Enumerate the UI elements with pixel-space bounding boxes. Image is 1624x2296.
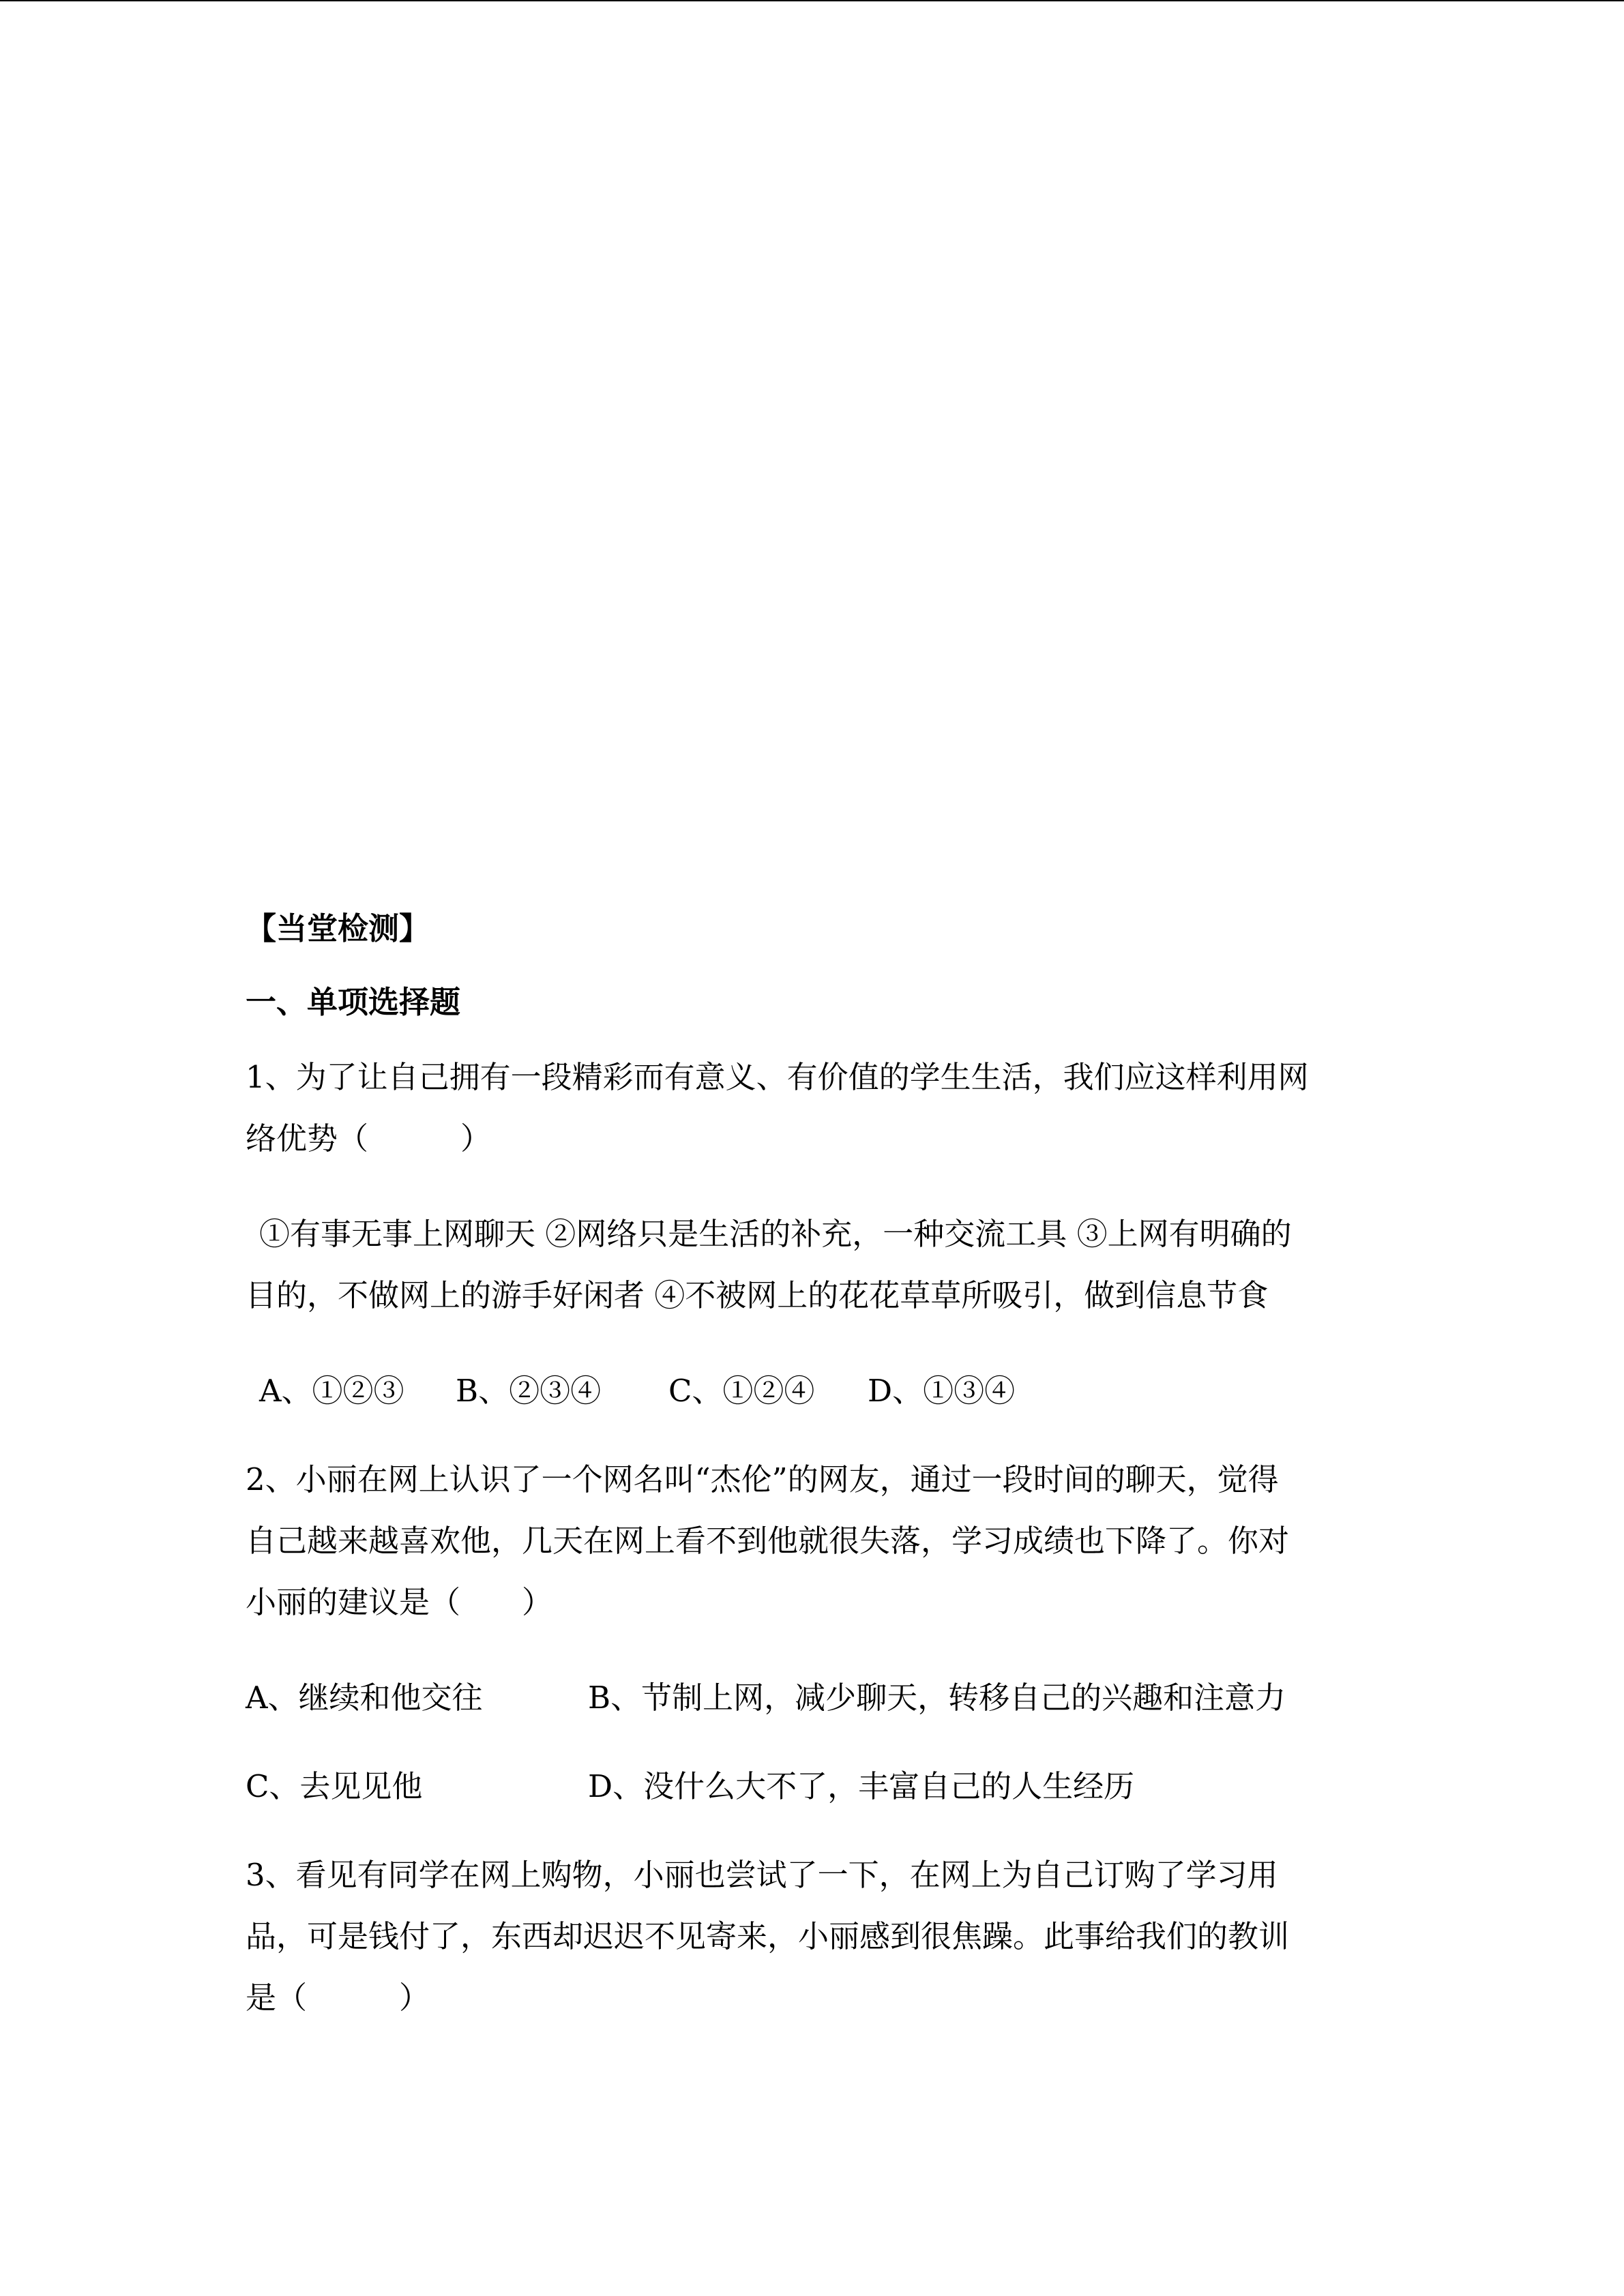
question-2-option-a: A、继续和他交往 (246, 1680, 483, 1716)
question-2-line-2: 自己越来越喜欢他，几天在网上看不到他就很失落，学习成绩也下降了。你对 (246, 1523, 1290, 1559)
question-1-statements-line-2: 目的，不做网上的游手好闲者 ④不被网上的花花草草所吸引，做到信息节食 (246, 1277, 1269, 1313)
question-2-line-1: 2、小丽在网上认识了一个网名叫“杰伦”的网友，通过一段时间的聊天，觉得 (246, 1461, 1279, 1497)
question-2-option-d: D、没什么大不了，丰富自己的人生经历 (588, 1768, 1135, 1804)
question-2-line-3: 小丽的建议是（ ） (246, 1584, 553, 1620)
question-1-option-a: A、①②③ (259, 1373, 404, 1409)
question-3-line-3: 是（ ） (246, 1980, 430, 2016)
section-title: 【当堂检测】 (246, 910, 430, 946)
question-2-option-b: B、节制上网，减少聊天，转移自己的兴趣和注意力 (588, 1680, 1286, 1716)
question-2-option-c: C、去见见他 (246, 1768, 423, 1804)
question-1-option-d: D、①③④ (868, 1373, 1016, 1409)
question-1-line-1: 1、为了让自己拥有一段精彩而有意义、有价值的学生生活，我们应这样利用网 (246, 1059, 1309, 1095)
part-title: 一、单项选择题 (246, 984, 461, 1020)
question-1-statements-line-1: ①有事无事上网聊天 ②网络只是生活的补充，一种交流工具 ③上网有明确的 (259, 1216, 1292, 1252)
question-1-option-c: C、①②④ (668, 1373, 815, 1409)
question-3-line-1: 3、看见有同学在网上购物，小丽也尝试了一下，在网上为自己订购了学习用 (246, 1857, 1278, 1893)
question-3-line-2: 品，可是钱付了，东西却迟迟不见寄来，小丽感到很焦躁。此事给我们的教训 (246, 1918, 1290, 1954)
question-1-line-2: 络优势（ ） (246, 1120, 492, 1157)
question-1-option-b: B、②③④ (456, 1373, 602, 1409)
